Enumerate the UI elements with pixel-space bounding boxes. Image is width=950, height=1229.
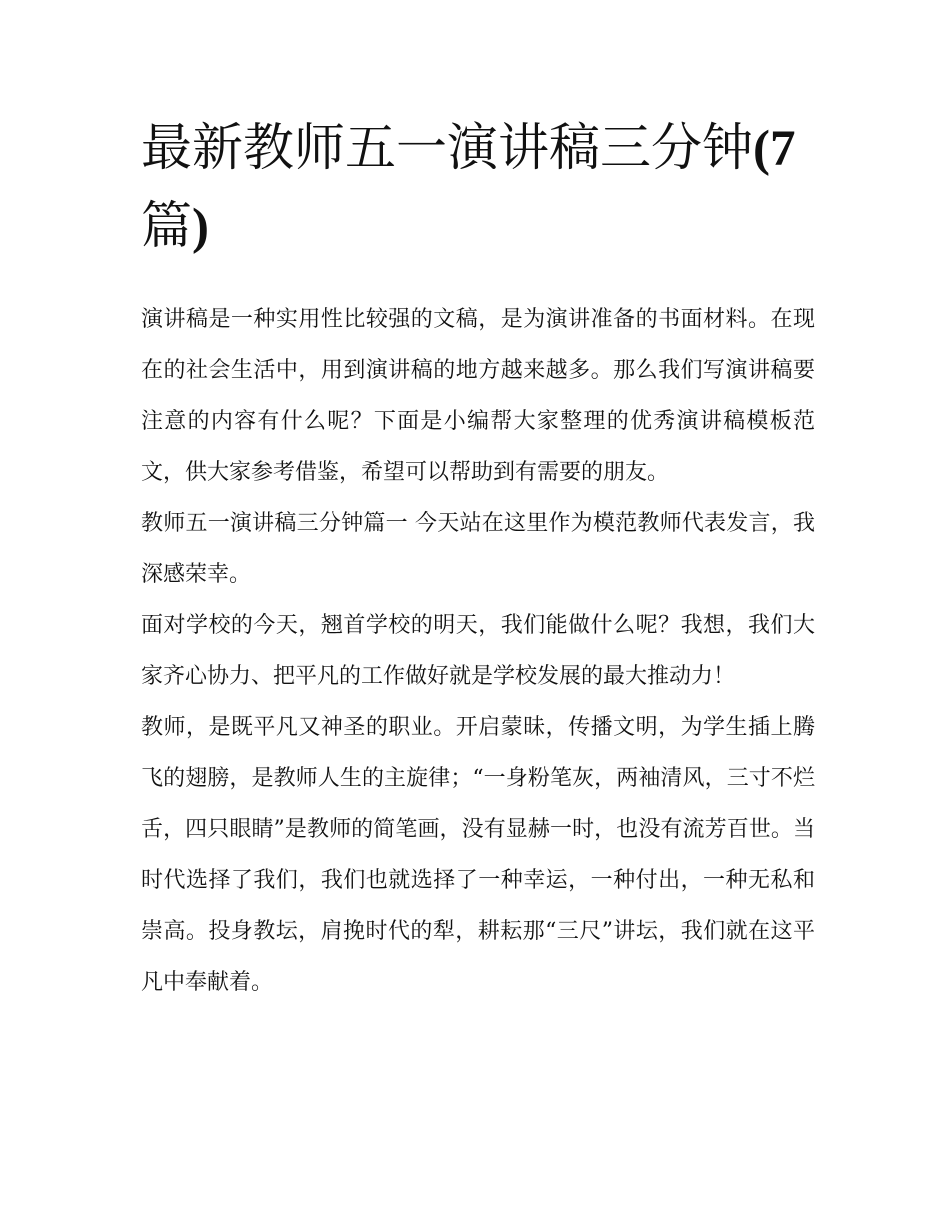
intro-paragraph: 演讲稿是一种实用性比较强的文稿，是为演讲准备的书面材料。在现在的社会生活中，用到演讲稿的地方越来越多。那么我们写演讲稿要注意的内容有什么呢？下面是小编帮大家整理的优秀演讲稿模板范文，供大家参考借鉴，希望可以帮助到有需要的朋友。 <box>141 307 815 485</box>
document-title <box>141 110 815 266</box>
title-count-unit: 篇 <box>141 197 193 256</box>
speech-opening-paragraph: 教师五一演讲稿三分钟篇一 今天站在这里作为模范教师代表发言，我深感荣幸。 <box>141 511 815 587</box>
document-page <box>141 110 815 1008</box>
speech-paragraph: 教师，是既平凡又神圣的职业。开启蒙昧，传播文明，为学生插上腾飞的翅膀，是教师人生的主旋律；“一身粉笔灰，两袖清风，三寸不烂舌，四只眼睛”是教师的简笔画，没有显赫一时，也没有流芳百世。当时代选择了我们，我们也就选择了一种幸运，一种付出，一种无私和崇高。投身教坛，肩挽时代的犁，耕耘那“三尺”讲坛，我们就在这平凡中奉献着。 <box>141 715 815 995</box>
speech-paragraph: 面对学校的今天，翘首学校的明天，我们能做什么呢？我想，我们大家齐心协力、把平凡的工作做好就是学校发展的最大推动力！ <box>141 613 815 689</box>
title-count-open: (7 <box>753 121 796 177</box>
title-count-close: ) <box>192 199 209 255</box>
document-body <box>141 294 815 1008</box>
title-main-text: 最新教师五一演讲稿三分钟 <box>141 119 754 178</box>
